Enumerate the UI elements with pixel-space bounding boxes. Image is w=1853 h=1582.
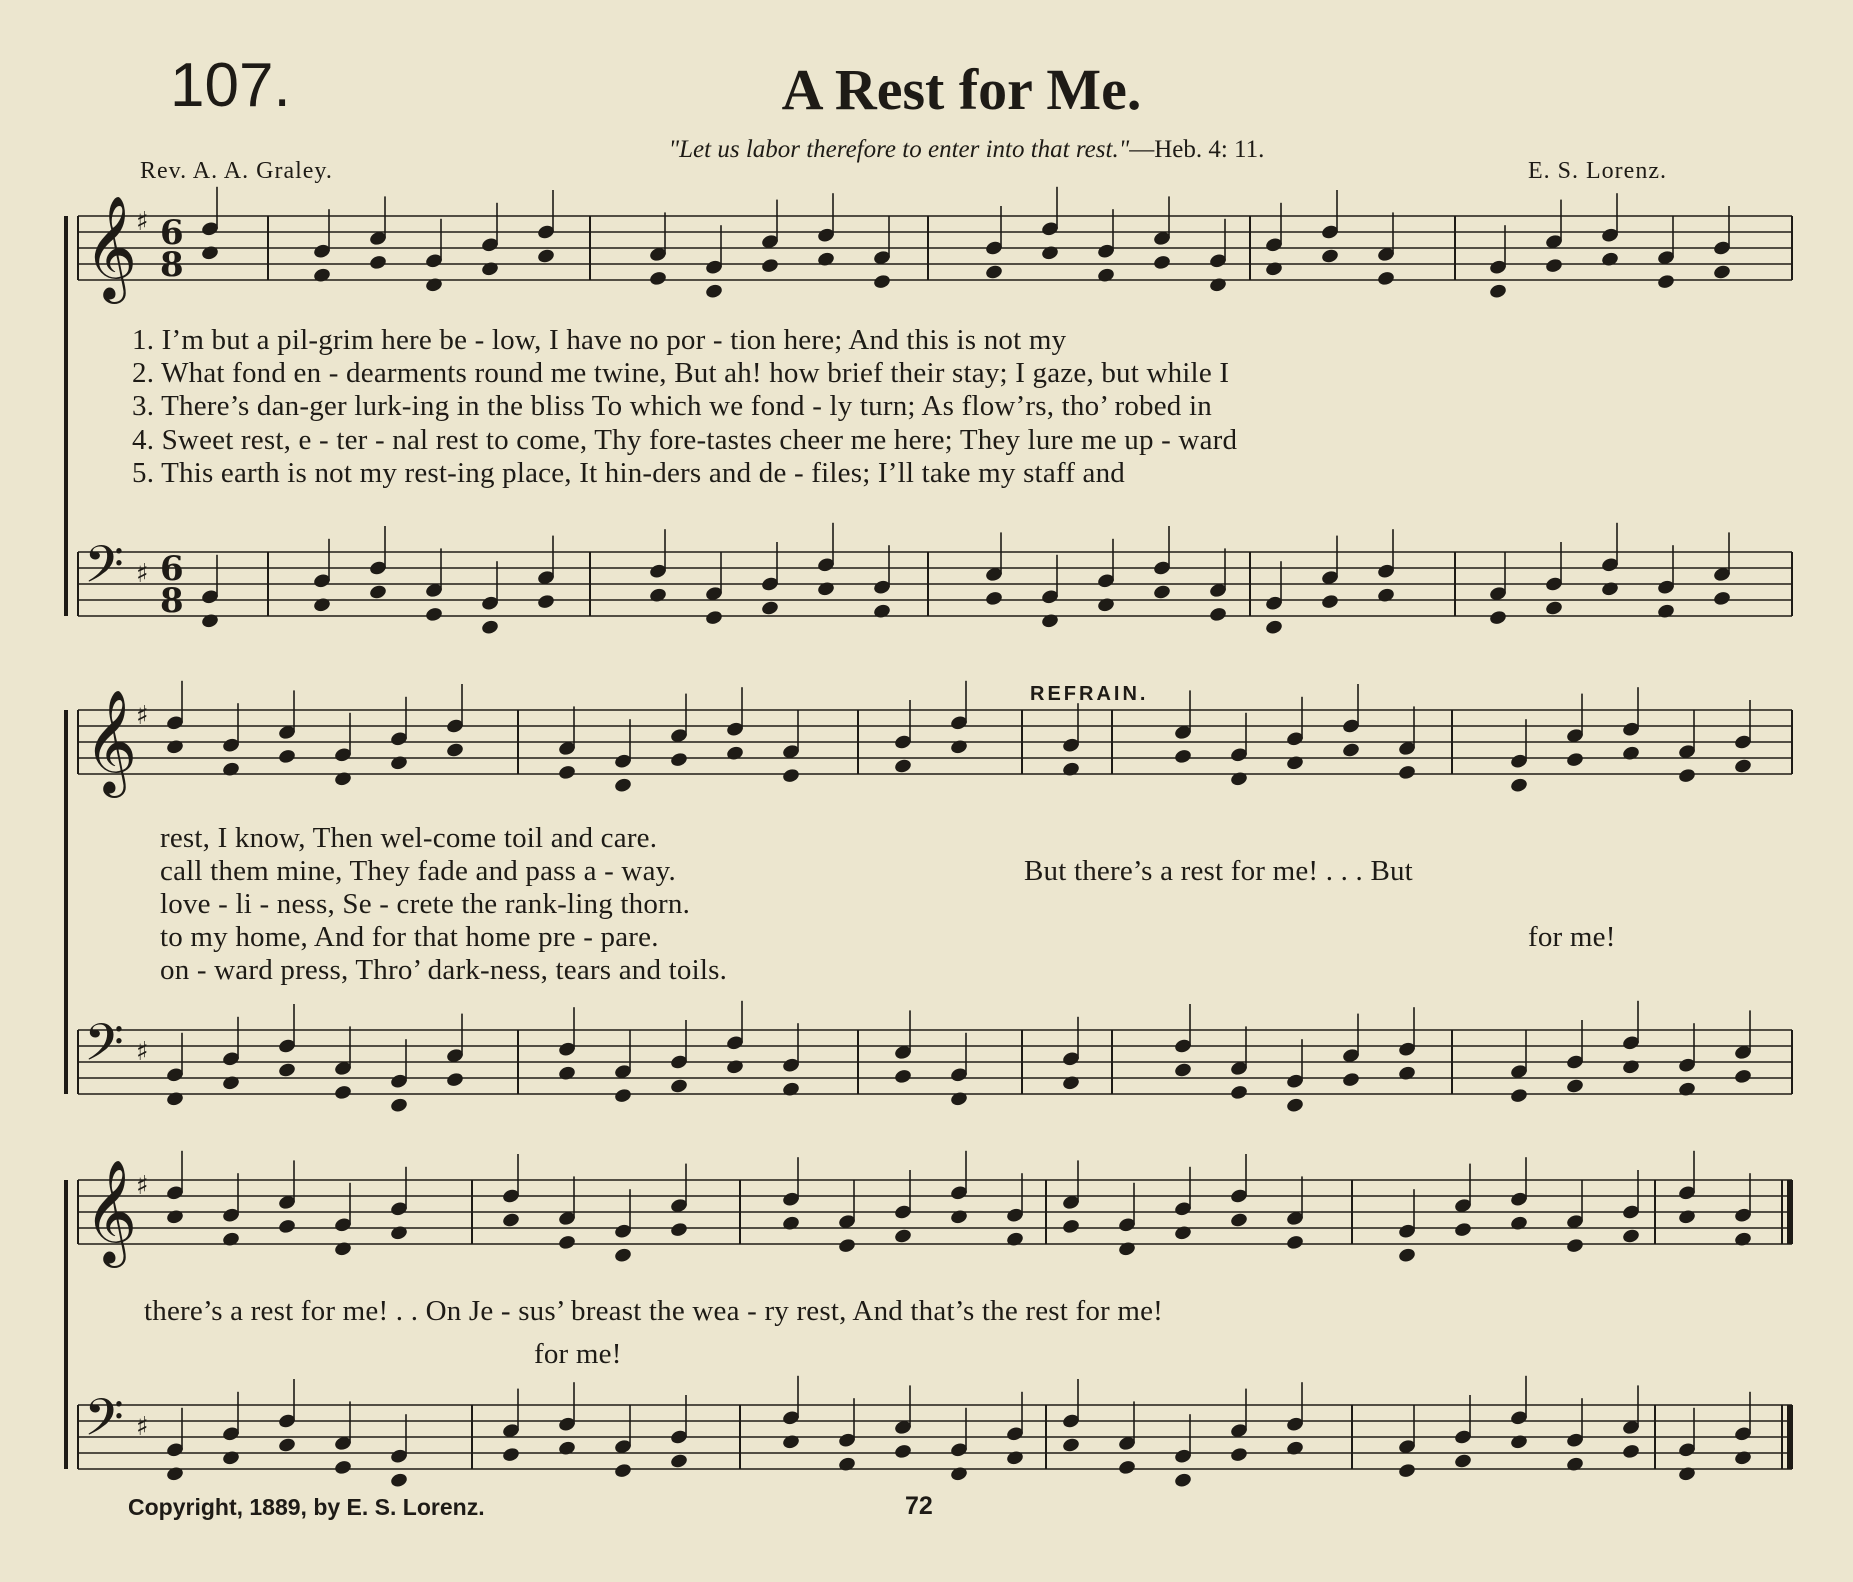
note-head bbox=[613, 777, 632, 794]
note-head bbox=[1677, 1465, 1696, 1482]
note-head bbox=[704, 283, 723, 300]
bass-clef: 𝄢 bbox=[84, 1387, 124, 1460]
note-head bbox=[1264, 260, 1283, 277]
note-head bbox=[1285, 1097, 1304, 1114]
note-head bbox=[949, 1090, 968, 1107]
key-signature-sharp: ♯ bbox=[136, 1412, 149, 1442]
note-head bbox=[1376, 270, 1395, 287]
note-head bbox=[1061, 1437, 1080, 1454]
note-head bbox=[480, 260, 499, 277]
verse-4-line-2: to my home, And for that home pre - pare. bbox=[160, 921, 659, 953]
note-head bbox=[1621, 1228, 1640, 1245]
note-head bbox=[165, 1465, 184, 1482]
note-head bbox=[1040, 612, 1059, 629]
note-head bbox=[1173, 1224, 1192, 1241]
note-head bbox=[1096, 596, 1115, 613]
note-head bbox=[1285, 1440, 1304, 1457]
note-head bbox=[1397, 1247, 1416, 1264]
time-signature-bottom: 8 bbox=[160, 245, 184, 285]
note-head bbox=[1621, 1058, 1640, 1075]
verse-2-line-2: call them mine, They fade and pass a - way. bbox=[160, 855, 676, 887]
time-signature-top: 6 bbox=[160, 549, 184, 589]
treble-clef: 𝄞 bbox=[84, 689, 138, 794]
note-head bbox=[837, 1456, 856, 1473]
note-head bbox=[704, 609, 723, 626]
note-head bbox=[669, 1453, 688, 1470]
note-head bbox=[221, 1449, 240, 1466]
note-head bbox=[893, 758, 912, 775]
epigraph-quote: "Let us labor therefore to enter into that rest." bbox=[668, 136, 1130, 163]
note-head bbox=[536, 593, 555, 610]
note-head bbox=[368, 254, 387, 271]
note-head bbox=[557, 1440, 576, 1457]
note-head bbox=[837, 1237, 856, 1254]
treble-clef: 𝄞 bbox=[84, 195, 138, 300]
note-head bbox=[1320, 593, 1339, 610]
note-head bbox=[557, 1234, 576, 1251]
note-head bbox=[200, 244, 219, 261]
hymn-number: 107. bbox=[170, 51, 291, 120]
note-head bbox=[1173, 1062, 1192, 1079]
verse-1-line-2: rest, I know, Then wel-come toil and care. bbox=[160, 822, 658, 854]
note-head bbox=[1061, 1074, 1080, 1091]
note-head bbox=[1152, 584, 1171, 601]
note-head bbox=[984, 264, 1003, 281]
note-head bbox=[1208, 606, 1227, 623]
note-head bbox=[781, 1081, 800, 1098]
note-head bbox=[893, 1068, 912, 1085]
note-head bbox=[424, 606, 443, 623]
verse-5-line-2: on - ward press, Thro’ dark-ness, tears and toils. bbox=[160, 954, 728, 986]
note-head bbox=[165, 1090, 184, 1107]
note-head bbox=[221, 1074, 240, 1091]
note-head bbox=[893, 1228, 912, 1245]
note-head bbox=[1656, 603, 1675, 620]
note-head bbox=[1397, 1065, 1416, 1082]
note-head bbox=[277, 1437, 296, 1454]
bass-clef: 𝄢 bbox=[84, 534, 124, 607]
key-signature-sharp: ♯ bbox=[136, 559, 149, 589]
note-head bbox=[1229, 1446, 1248, 1463]
note-head bbox=[1061, 1218, 1080, 1235]
note-head bbox=[984, 590, 1003, 607]
note-head bbox=[760, 600, 779, 617]
note-head bbox=[648, 270, 667, 287]
note-head bbox=[312, 267, 331, 284]
note-head bbox=[1488, 283, 1507, 300]
note-head bbox=[1117, 1240, 1136, 1257]
note-head bbox=[368, 584, 387, 601]
note-head bbox=[1397, 1462, 1416, 1479]
note-head bbox=[1397, 764, 1416, 781]
note-head bbox=[424, 276, 443, 293]
note-head bbox=[613, 1462, 632, 1479]
note-head bbox=[501, 1212, 520, 1229]
note-head bbox=[501, 1446, 520, 1463]
note-head bbox=[333, 1084, 352, 1101]
note-head bbox=[1565, 1237, 1584, 1254]
verse-2-line-1: 2. What fond en - dearments round me twine, But ah! how brief their stay; I gaze, but while I bbox=[132, 357, 1230, 389]
note-head bbox=[1712, 590, 1731, 607]
note-head bbox=[1544, 600, 1563, 617]
key-signature-sharp: ♯ bbox=[136, 701, 149, 731]
note-head bbox=[816, 251, 835, 268]
note-head bbox=[277, 748, 296, 765]
verse-5-line-1: 5. This earth is not my rest-ing place, It hin-ders and de - files; I’ll take my staff and bbox=[132, 457, 1125, 489]
key-signature-sharp: ♯ bbox=[136, 1171, 149, 1201]
note-head bbox=[312, 596, 331, 613]
key-signature-sharp: ♯ bbox=[136, 1037, 149, 1067]
note-head bbox=[1677, 767, 1696, 784]
note-head bbox=[165, 738, 184, 755]
note-head bbox=[949, 1465, 968, 1482]
note-head bbox=[480, 619, 499, 636]
note-head bbox=[1621, 745, 1640, 762]
note-head bbox=[1040, 244, 1059, 261]
author-credit: Rev. A. A. Graley. bbox=[140, 158, 333, 184]
note-head bbox=[1096, 267, 1115, 284]
note-head bbox=[1488, 609, 1507, 626]
note-head bbox=[1733, 758, 1752, 775]
note-head bbox=[200, 612, 219, 629]
note-head bbox=[557, 764, 576, 781]
note-head bbox=[1341, 1071, 1360, 1088]
verse-1-line-1: 1. I’m but a pil-grim here be - low, I have no por - tion here; And this is not my bbox=[132, 324, 1067, 356]
note-head bbox=[1341, 742, 1360, 759]
note-head bbox=[1600, 580, 1619, 597]
note-head bbox=[557, 1065, 576, 1082]
refrain-echo: for me! bbox=[1528, 921, 1616, 953]
note-head bbox=[1152, 254, 1171, 271]
note-head bbox=[949, 738, 968, 755]
note-head bbox=[1061, 761, 1080, 778]
note-head bbox=[1733, 1068, 1752, 1085]
note-head bbox=[725, 745, 744, 762]
note-head bbox=[1285, 754, 1304, 771]
refrain-line-1: But there’s a rest for me! . . . But bbox=[1024, 855, 1413, 887]
note-head bbox=[1117, 1459, 1136, 1476]
refrain-line-2: there’s a rest for me! . . On Je - sus’ breast the wea - ry rest, And that’s the rest for me! bbox=[144, 1295, 1164, 1327]
note-head bbox=[1005, 1449, 1024, 1466]
note-head bbox=[1320, 248, 1339, 265]
note-head bbox=[389, 754, 408, 771]
note-head bbox=[613, 1247, 632, 1264]
final-barline-thick bbox=[1787, 1180, 1793, 1244]
note-head bbox=[669, 1078, 688, 1095]
note-head bbox=[872, 603, 891, 620]
note-head bbox=[277, 1218, 296, 1235]
verse-3-line-2: love - li - ness, Se - crete the rank-ling thorn. bbox=[160, 888, 691, 920]
note-head bbox=[445, 742, 464, 759]
note-head bbox=[1509, 1433, 1528, 1450]
note-head bbox=[1208, 276, 1227, 293]
note-head bbox=[333, 1240, 352, 1257]
note-head bbox=[760, 257, 779, 274]
note-head bbox=[669, 751, 688, 768]
note-head bbox=[1733, 1231, 1752, 1248]
note-head bbox=[1264, 619, 1283, 636]
note-head bbox=[1509, 777, 1528, 794]
note-head bbox=[1453, 1221, 1472, 1238]
treble-clef: 𝄞 bbox=[84, 1159, 138, 1264]
verse-3-line-1: 3. There’s dan-ger lurk-ing in the bliss To which we fond - ly turn; As flow’rs, tho’ robed in bbox=[132, 390, 1212, 422]
note-head bbox=[1621, 1443, 1640, 1460]
note-head bbox=[1376, 587, 1395, 604]
note-head bbox=[613, 1087, 632, 1104]
note-head bbox=[1005, 1231, 1024, 1248]
note-head bbox=[1712, 264, 1731, 281]
time-signature-bottom: 8 bbox=[160, 581, 184, 621]
verse-4-line-1: 4. Sweet rest, e - ter - nal rest to come, Thy fore-tastes cheer me here; They lure me up - ward bbox=[132, 424, 1238, 456]
note-head bbox=[781, 1215, 800, 1232]
final-barline-thick bbox=[1787, 1405, 1793, 1469]
note-head bbox=[1677, 1208, 1696, 1225]
epigraph-reference: —Heb. 4: 11. bbox=[1129, 136, 1265, 163]
note-head bbox=[221, 1231, 240, 1248]
note-head bbox=[333, 1459, 352, 1476]
note-head bbox=[781, 1433, 800, 1450]
time-signature-top: 6 bbox=[160, 213, 184, 253]
refrain-echo-2: for me! bbox=[534, 1338, 622, 1370]
composer-credit: E. S. Lorenz. bbox=[1528, 158, 1667, 184]
note-head bbox=[816, 580, 835, 597]
page-number: 72 bbox=[905, 1492, 933, 1520]
note-head bbox=[1509, 1087, 1528, 1104]
note-head bbox=[1677, 1081, 1696, 1098]
refrain-label: REFRAIN. bbox=[1030, 683, 1149, 705]
note-head bbox=[648, 587, 667, 604]
note-head bbox=[389, 1224, 408, 1241]
note-head bbox=[1453, 1453, 1472, 1470]
note-head bbox=[165, 1208, 184, 1225]
hymn-title: A Rest for Me. bbox=[781, 57, 1142, 122]
note-head bbox=[277, 1062, 296, 1079]
bass-clef: 𝄢 bbox=[84, 1012, 124, 1085]
note-head bbox=[872, 273, 891, 290]
note-head bbox=[1229, 1212, 1248, 1229]
note-head bbox=[333, 770, 352, 787]
note-head bbox=[1173, 748, 1192, 765]
note-head bbox=[1173, 1472, 1192, 1489]
note-head bbox=[1565, 751, 1584, 768]
note-head bbox=[893, 1443, 912, 1460]
note-head bbox=[536, 248, 555, 265]
note-head bbox=[1565, 1456, 1584, 1473]
note-head bbox=[389, 1472, 408, 1489]
note-head bbox=[1733, 1449, 1752, 1466]
note-head bbox=[1509, 1215, 1528, 1232]
note-head bbox=[445, 1071, 464, 1088]
key-signature-sharp: ♯ bbox=[136, 207, 149, 237]
note-head bbox=[725, 1058, 744, 1075]
note-head bbox=[1229, 770, 1248, 787]
note-head bbox=[669, 1221, 688, 1238]
note-head bbox=[781, 767, 800, 784]
note-head bbox=[949, 1208, 968, 1225]
copyright-notice: Copyright, 1889, by E. S. Lorenz. bbox=[128, 1494, 485, 1520]
note-head bbox=[221, 761, 240, 778]
note-head bbox=[1285, 1234, 1304, 1251]
note-head bbox=[1565, 1078, 1584, 1095]
note-head bbox=[1544, 257, 1563, 274]
note-head bbox=[1229, 1084, 1248, 1101]
note-head bbox=[389, 1097, 408, 1114]
note-head bbox=[1600, 251, 1619, 268]
note-head bbox=[1656, 273, 1675, 290]
